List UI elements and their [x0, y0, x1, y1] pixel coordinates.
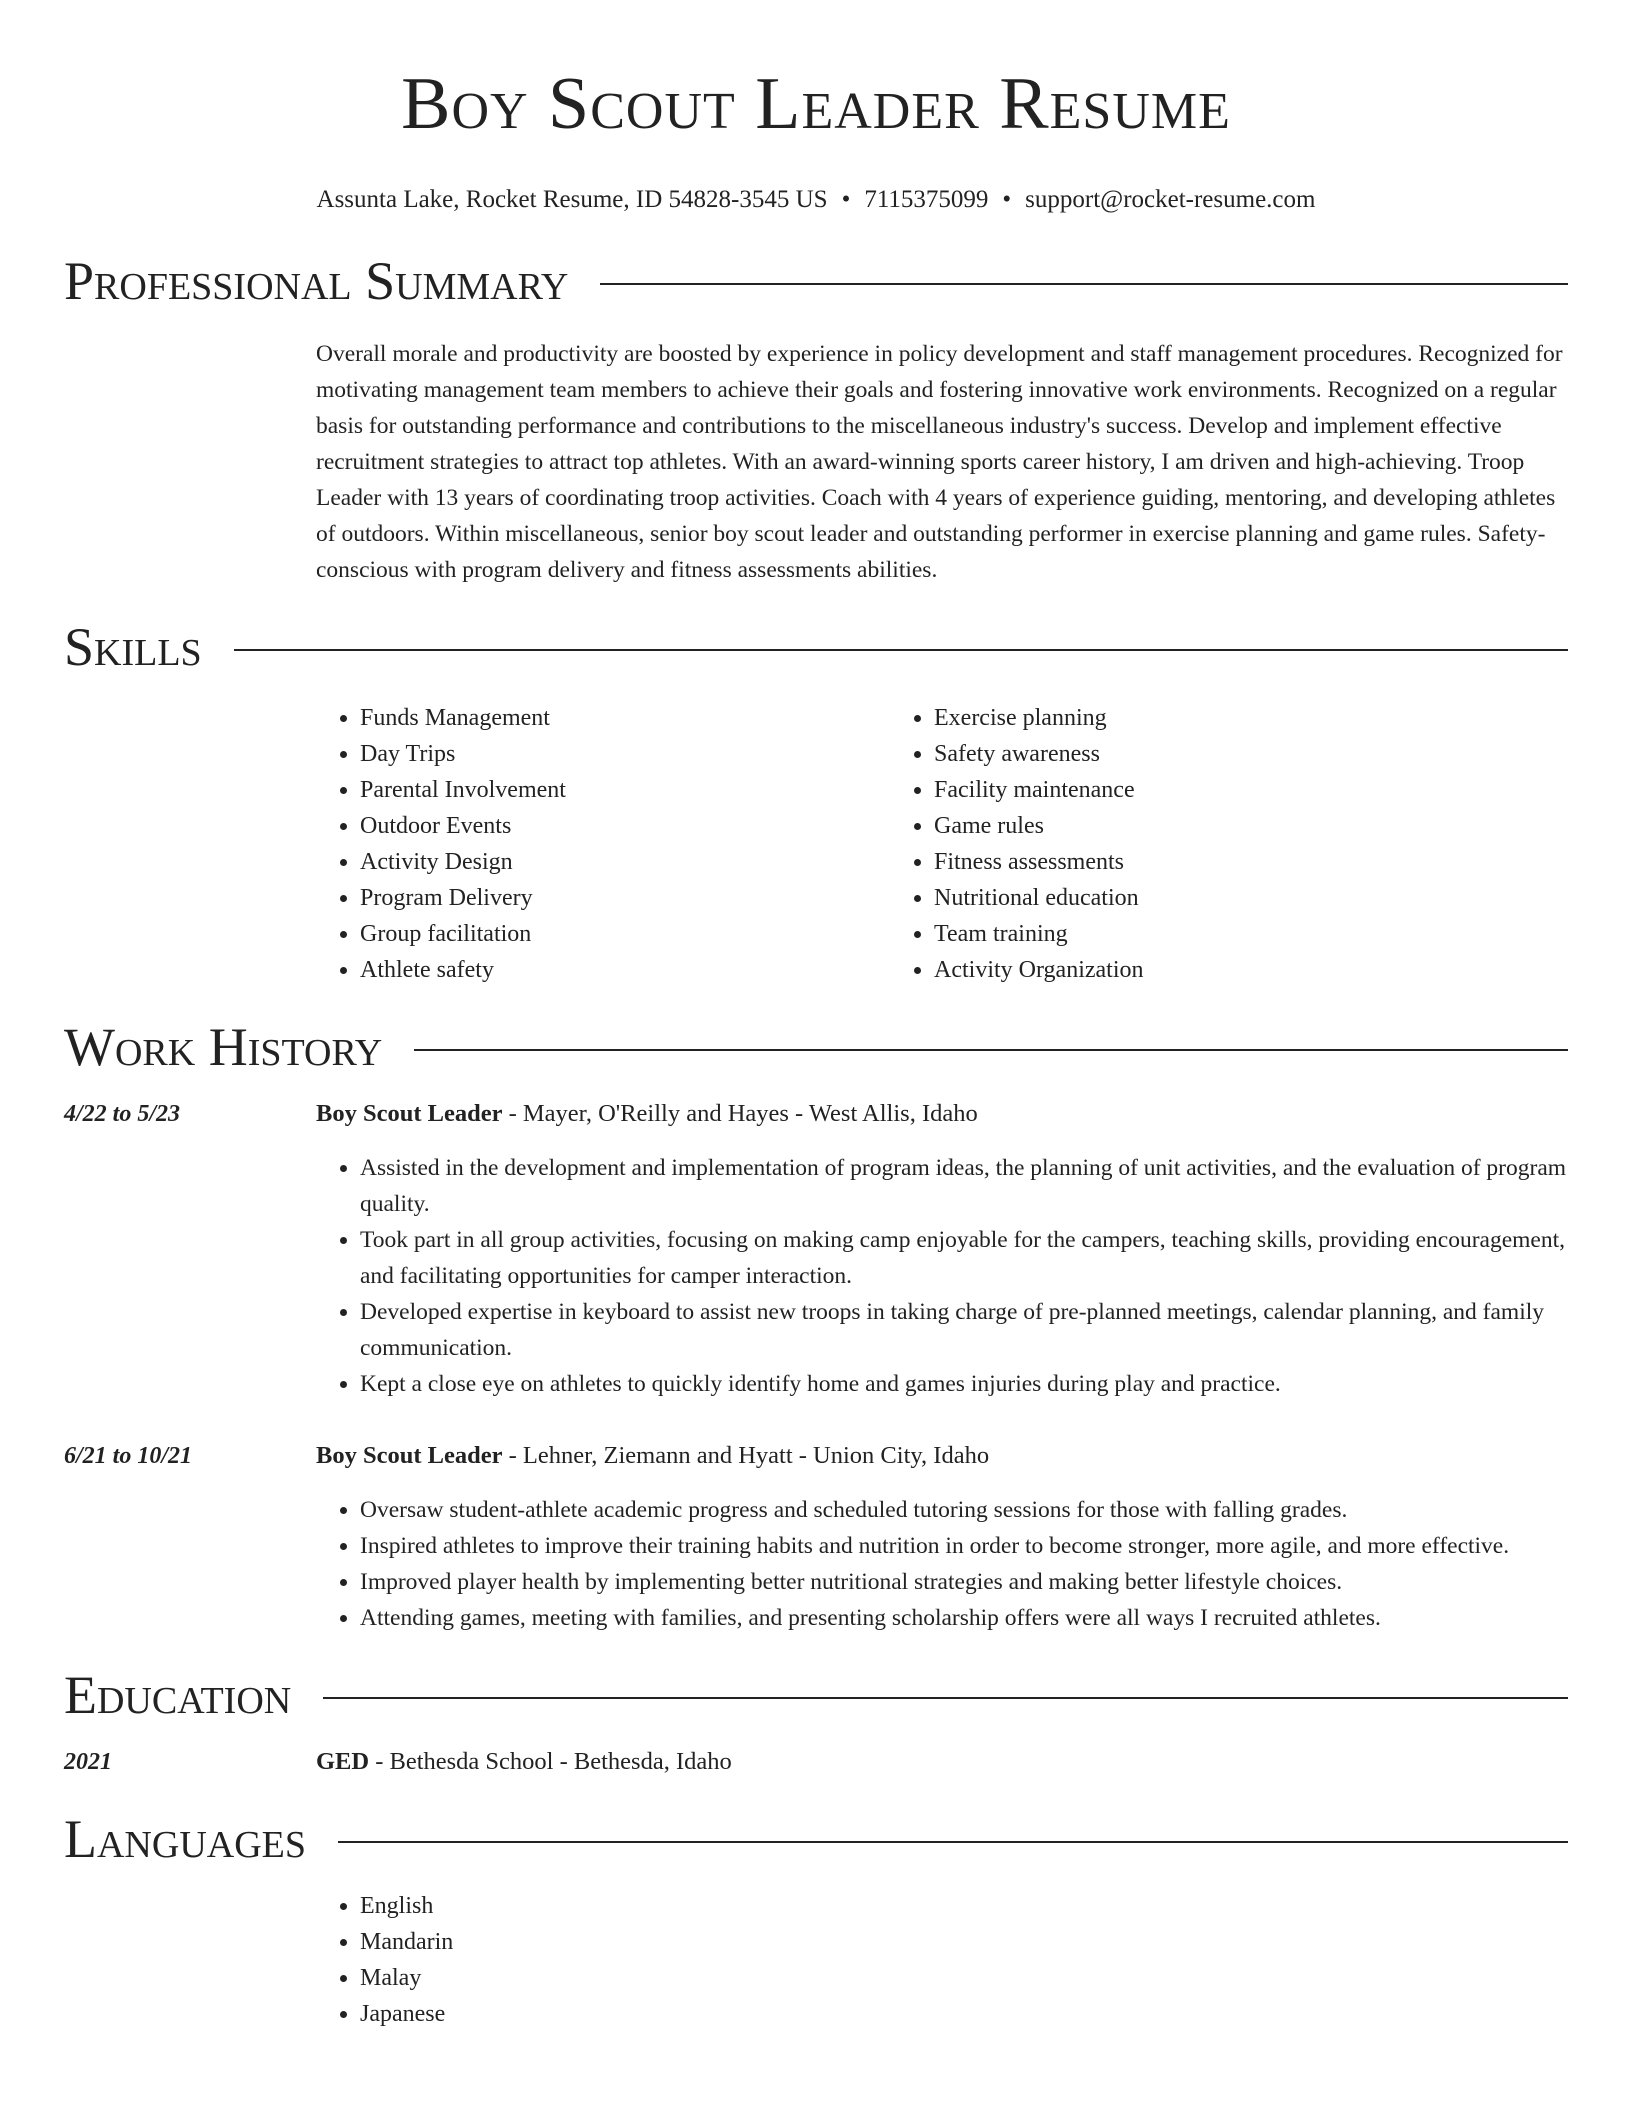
- skill-item: • Team training: [934, 916, 1464, 952]
- job-bullet: • Inspired athletes to improve their training habits and nutrition in order to become stronger, more agile, and more effective.: [360, 1528, 1568, 1564]
- contact-phone: 7115375099: [864, 186, 989, 213]
- job-employer: - Mayer, O'Reilly and Hayes - West Allis, Idaho: [502, 1100, 978, 1127]
- job-bullet: • Developed expertise in keyboard to assist new troops in taking charge of pre-planned meetings, calendar planning, and family communication.: [360, 1294, 1568, 1366]
- skill-item: • Safety awareness: [934, 736, 1464, 772]
- work-dates: 6/21 to 10/21: [64, 1443, 193, 1469]
- skill-item: • Activity Organization: [934, 952, 1464, 988]
- languages-list: [316, 1888, 1568, 2032]
- education-entry-body: [316, 1744, 1568, 1780]
- skill-item: • Outdoor Events: [360, 808, 890, 844]
- work-role-line: [316, 1438, 1568, 1474]
- skill-item: • Fitness assessments: [934, 844, 1464, 880]
- summary-text: Overall morale and productivity are boosted by experience in policy development and staff management procedures. Recognized for motivating management team members to achieve their goals and fostering innovative work environments. Recognized on a regular basis for outstanding performance and contributions to the miscellaneous industry's success. Develop and implement effective recruitment strategies to attract top athletes. With an award-winning sports career history, I am driven and high-achieving. Troop Leader with 13 years of coordinating troop activities. Coach with 4 years of experience guiding, mentoring, and developing athletes of outdoors. Within miscellaneous, senior boy scout leader and outstanding performer in exercise planning and game rules. Safety-conscious with program delivery and fitness assessments abilities.: [316, 341, 1563, 583]
- work-role-line: [316, 1096, 1568, 1132]
- skill-item: • Athlete safety: [360, 952, 890, 988]
- education-entry: [64, 1744, 1568, 1780]
- job-bullet: • Improved player health by implementing better nutritional strategies and making better lifestyle choices.: [360, 1564, 1568, 1600]
- skill-item: • Funds Management: [360, 700, 890, 736]
- work-entry-body: [316, 1438, 1568, 1636]
- skills-column-left: [316, 700, 890, 988]
- education-line: [316, 1744, 1568, 1780]
- job-bullet: • Assisted in the development and implementation of program ideas, the planning of unit activities, and the evaluation of program quality.: [360, 1150, 1568, 1222]
- section-divider: [414, 1049, 1568, 1051]
- contact-separator: •: [1002, 186, 1012, 213]
- skill-item: • Parental Involvement: [360, 772, 890, 808]
- work-dates: 4/22 to 5/23: [64, 1101, 181, 1127]
- work-heading: Work History: [64, 1017, 383, 1077]
- skills-column-right: [890, 700, 1464, 988]
- skill-item: • Day Trips: [360, 736, 890, 772]
- contact-line: [64, 184, 1568, 216]
- job-bullet: • Took part in all group activities, focusing on making camp enjoyable for the campers, teaching skills, providing encouragement, and facilitating opportunities for camper interaction.: [360, 1222, 1568, 1294]
- resume-title: Boy Scout Leader Resume: [401, 63, 1231, 145]
- education-school: - Bethesda School - Bethesda, Idaho: [369, 1748, 732, 1775]
- summary-section-header: [64, 250, 1568, 312]
- job-employer: - Lehner, Ziemann and Hyatt - Union City, Idaho: [502, 1442, 990, 1469]
- work-entry: [64, 1096, 1568, 1402]
- language-item: • English: [360, 1888, 1568, 1924]
- education-degree: GED: [316, 1748, 370, 1775]
- language-item: • Japanese: [360, 1996, 1568, 2032]
- education-section-header: [64, 1664, 1568, 1726]
- education-year: 2021: [64, 1749, 112, 1775]
- skills-section-header: [64, 616, 1568, 678]
- languages-section-header: [64, 1808, 1568, 1870]
- language-item: • Mandarin: [360, 1924, 1568, 1960]
- skills-heading: Skills: [64, 617, 202, 677]
- work-section-header: [64, 1016, 1568, 1078]
- job-bullet: • Oversaw student-athlete academic progress and scheduled tutoring sessions for those with falling grades.: [360, 1492, 1568, 1528]
- contact-separator: •: [841, 186, 851, 213]
- section-divider: [323, 1697, 1568, 1699]
- job-bullets: [316, 1492, 1568, 1636]
- skills-list: [316, 700, 1568, 988]
- skill-item: • Facility maintenance: [934, 772, 1464, 808]
- section-divider: [338, 1841, 1568, 1843]
- work-entry: [64, 1438, 1568, 1636]
- skill-item: • Program Delivery: [360, 880, 890, 916]
- job-bullet: • Attending games, meeting with families, and presenting scholarship offers were all ways I recruited athletes.: [360, 1600, 1568, 1636]
- job-bullets: [316, 1150, 1568, 1402]
- skill-item: • Game rules: [934, 808, 1464, 844]
- language-item: • Malay: [360, 1960, 1568, 1996]
- languages-items: [316, 1888, 1568, 2032]
- skill-item: • Group facilitation: [360, 916, 890, 952]
- summary-heading: Professional Summary: [64, 251, 569, 311]
- contact-address: Assunta Lake, Rocket Resume, ID 54828-3545 US: [316, 186, 828, 213]
- section-divider: [234, 649, 1568, 651]
- languages-heading: Languages: [64, 1809, 306, 1869]
- job-title: Boy Scout Leader: [316, 1442, 503, 1469]
- job-bullet: • Kept a close eye on athletes to quickly identify home and games injuries during play and practice.: [360, 1366, 1568, 1402]
- skill-item: • Activity Design: [360, 844, 890, 880]
- skill-item: • Exercise planning: [934, 700, 1464, 736]
- contact-email: support@rocket-resume.com: [1025, 186, 1316, 213]
- skill-item: • Nutritional education: [934, 880, 1464, 916]
- work-entry-body: [316, 1096, 1568, 1402]
- education-heading: Education: [64, 1665, 292, 1725]
- job-title: Boy Scout Leader: [316, 1100, 503, 1127]
- section-divider: [600, 283, 1568, 285]
